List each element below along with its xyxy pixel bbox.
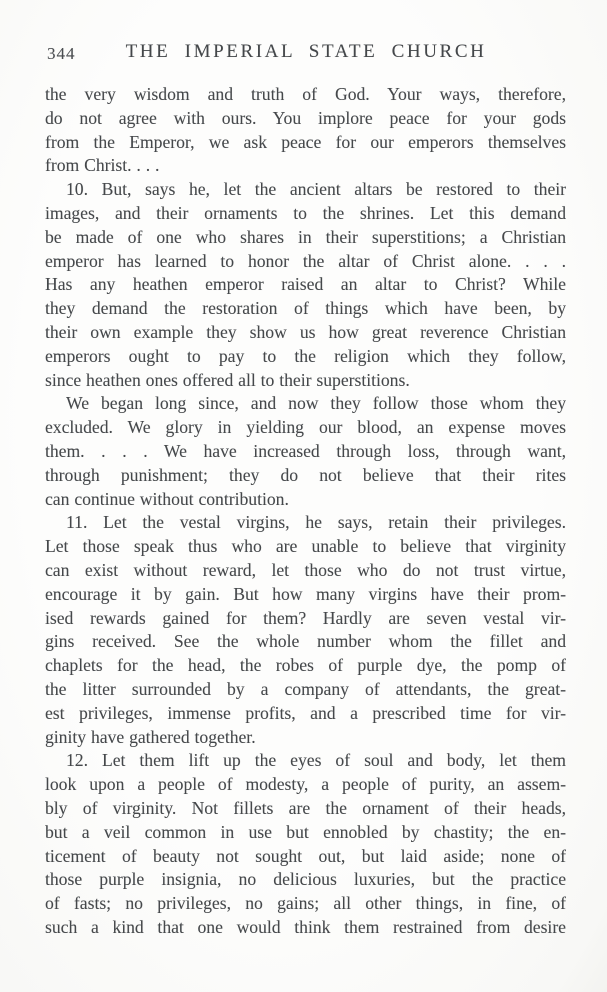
text-line: but a veil common in use but ennobled by chastity; the en-	[45, 821, 566, 842]
text-line: 10. But, says he, let the ancient altars be restored to their	[66, 179, 566, 200]
text-line: the very wisdom and truth of God. Your ways, therefore,	[45, 84, 566, 104]
body-text	[45, 83, 566, 940]
text-line: 12. Let them lift up the eyes of soul and body, let them	[66, 750, 566, 771]
text-line: can exist without reward, let those who do not trust virtue,	[45, 559, 566, 580]
text-line: from Christ. . . .	[45, 155, 160, 176]
paragraph	[45, 178, 566, 392]
text-line: they demand the restoration of things which have been, by	[45, 298, 566, 319]
text-line: of fasts; no privileges, no gains; all other things, in fine, of	[45, 893, 566, 914]
text-line: ised rewards gained for them? Hardly are seven vestal vir-	[45, 607, 566, 628]
text-line: bly of virginity. Not fillets are the ornament of their heads,	[45, 797, 566, 818]
paragraph	[45, 392, 566, 511]
text-line: Let those speak thus who are unable to believe that virginity	[45, 536, 566, 557]
text-line: ticement of beauty not sought out, but laid aside; none of	[45, 845, 566, 866]
text-line: emperor has learned to honor the altar of Christ alone. . . .	[45, 250, 566, 271]
text-line: chaplets for the head, the robes of purple dye, the pomp of	[45, 655, 566, 676]
text-line: since heathen ones offered all to their superstitions.	[45, 369, 410, 390]
text-line: excluded. We glory in yielding our blood, an expense moves	[45, 417, 566, 438]
text-line: through punishment; they do not believe that their rites	[45, 464, 566, 485]
text-line: do not agree with ours. You implore peace for your gods	[45, 107, 566, 128]
text-line: 11. Let the vestal virgins, he says, retain their privileges.	[66, 512, 566, 533]
text-line: emperors ought to pay to the religion which they follow,	[45, 345, 566, 366]
page-header	[45, 41, 567, 65]
paragraph	[45, 511, 566, 749]
text-line: encourage it by gain. But how many virgins have their prom-	[45, 583, 566, 604]
text-line: look upon a people of modesty, a people of purity, an assem-	[45, 774, 566, 795]
running-title: THE IMPERIAL STATE CHURCH	[125, 41, 487, 62]
text-line: from the Emperor, we ask peace for our emperors themselves	[45, 131, 566, 152]
text-line: images, and their ornaments to the shrines. Let this demand	[45, 202, 566, 223]
text-line: ginity have gathered together.	[45, 726, 256, 747]
text-line: their own example they show us how great reverence Christian	[45, 321, 566, 342]
text-line: gins received. See the whole number whom the fillet and	[45, 631, 566, 652]
text-line: be made of one who shares in their superstitions; a Christian	[45, 226, 566, 247]
text-line: can continue without contribution.	[45, 488, 289, 509]
text-line: them. . . . We have increased through loss, through want,	[45, 440, 566, 461]
text-line: those purple insignia, no delicious luxuries, but the practice	[45, 869, 566, 890]
text-line: est privileges, immense profits, and a prescribed time for vir-	[45, 702, 566, 723]
text-line: We began long since, and now they follow those whom they	[66, 393, 566, 414]
page-number: 344	[47, 44, 76, 63]
text-line: the litter surrounded by a company of attendants, the great-	[45, 678, 566, 699]
paragraph	[45, 83, 566, 178]
paragraph	[45, 749, 566, 939]
text-line: Has any heathen emperor raised an altar to Christ? While	[45, 274, 566, 295]
text-line: such a kind that one would think them restrained from desire	[45, 916, 566, 937]
